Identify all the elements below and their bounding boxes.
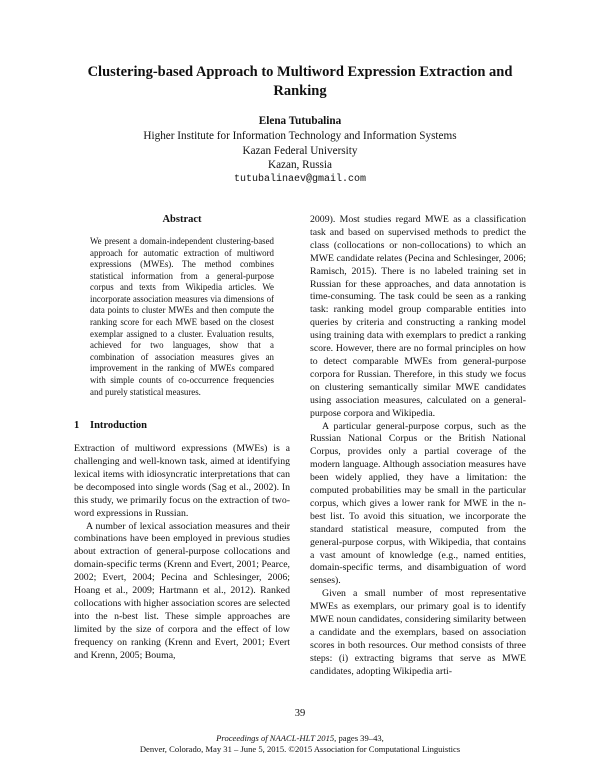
- affiliation-line: Kazan Federal University: [242, 144, 358, 157]
- page-number: 39: [294, 708, 306, 719]
- right-column: [310, 214, 526, 679]
- body-paragraph: 2009). Most studies regard MWE as a classification task and based on supervised methods to predict the class (collocations or non-collocations) to which an MWE candidate relates (Pecina and Schlesinger, 2006; Ramisch, 2015). There is no labeled training set in Russian for these approaches, and data annotation is time-consuming. The task could be seen as a ranking task: ranking model group comparable entities into queries by criteria and constructing a ranking model using training data with exemplars to predict a ranking score. However, there are no formal principles on how to detect comparable MWEs from general-purpose corpora for Russian. Therefore, in this study we focus on clustering semantically similar MWE candidates using association measures, calculated on a general-purpose corpora and Wikipedia.: [310, 214, 526, 419]
- author-name: Elena Tutubalina: [258, 115, 342, 127]
- section-title: Introduction: [90, 420, 147, 432]
- author-email: tutubalinaev@gmail.com: [233, 174, 367, 186]
- left-column: [74, 214, 290, 663]
- section-number: 1: [74, 420, 80, 432]
- body-paragraph: Extraction of multiword expressions (MWEs) is a challenging and well-known task, aimed at identifying lexical items with idiosyncratic interpretations that can be decomposed into single words (Sag et al., 2002). In this study, we primarily focus on the extraction of two-word expressions in Russian.: [74, 443, 290, 519]
- body-paragraph: Given a small number of most representative MWEs as exemplars, our primary goal is to identify MWE noun candidates, considering similarity between a candidate and the exemplars, based on association scores in both resources. Our method consists of three steps: (i) extracting bigrams that serve as MWE candidates, adopting Wikipedia arti-: [310, 588, 526, 677]
- footer-line-1: [0, 733, 600, 744]
- footer-pages: , pages 39–43,: [334, 733, 384, 743]
- paper-title: Clustering-based Approach to Multiword Expression Extraction and Ranking: [87, 64, 513, 99]
- author-block: [100, 114, 500, 188]
- abstract-text: We present a domain-independent clustering-based approach for automatic extraction of multiword expressions (MWEs). The method combines statistical information from a general-purpose corpus and texts from Wikipedia articles. We incorporate association measures via dimensions of data points to cluster MWEs and then compute the ranking score for each MWE based on the closest exemplar assigned to a cluster. Evaluation results, achieved for two languages, show that a combination of association measures gives an improvement in the ranking of MWEs compared with simple counts of co-occurrence frequencies and purely statistical measures.: [90, 235, 274, 397]
- footer: [0, 733, 600, 755]
- abstract-heading: Abstract: [162, 214, 202, 225]
- affiliation-line: Kazan, Russia: [267, 159, 332, 172]
- footer-line-2: Denver, Colorado, May 31 – June 5, 2015. ©2015 Association for Computational Linguistics: [139, 744, 461, 754]
- section-heading-introduction: [74, 420, 290, 433]
- body-paragraph: A particular general-purpose corpus, such as the Russian National Corpus or the British National Corpus, provides only a partial coverage of the modern language. Although association measures have been widely applied, they have a limitation: the computed probabilities may be small in the particular corpus, which gives a lower rank for MWE in the n-best list. To avoid this situation, we incorporate the standard statistical measure, computed from the general-purpose corpus, with Wikipedia, that contains a vast amount of knowledge (e.g., named entities, domain-specific terms, and disambiguation of word senses).: [310, 420, 526, 587]
- affiliation-line: Higher Institute for Information Technology and Information Systems: [143, 129, 457, 142]
- footer-venue: Proceedings of NAACL-HLT 2015: [216, 733, 335, 743]
- body-paragraph: A number of lexical association measures and their combinations have been employed in previous studies about extraction of general-purpose collocations and domain-specific terms (Krenn and Evert, 2001; Pearce, 2002; Evert, 2004; Pecina and Schlesinger, 2006; Hoang et al., 2009; Hartmann et al., 2012). Ranked collocations with higher association scores are selected into the n-best list. These simple approaches are limited by the size of corpora and the effect of low frequency on ranking (Krenn and Evert, 2001; Evert and Krenn, 2005; Bouma,: [74, 520, 291, 661]
